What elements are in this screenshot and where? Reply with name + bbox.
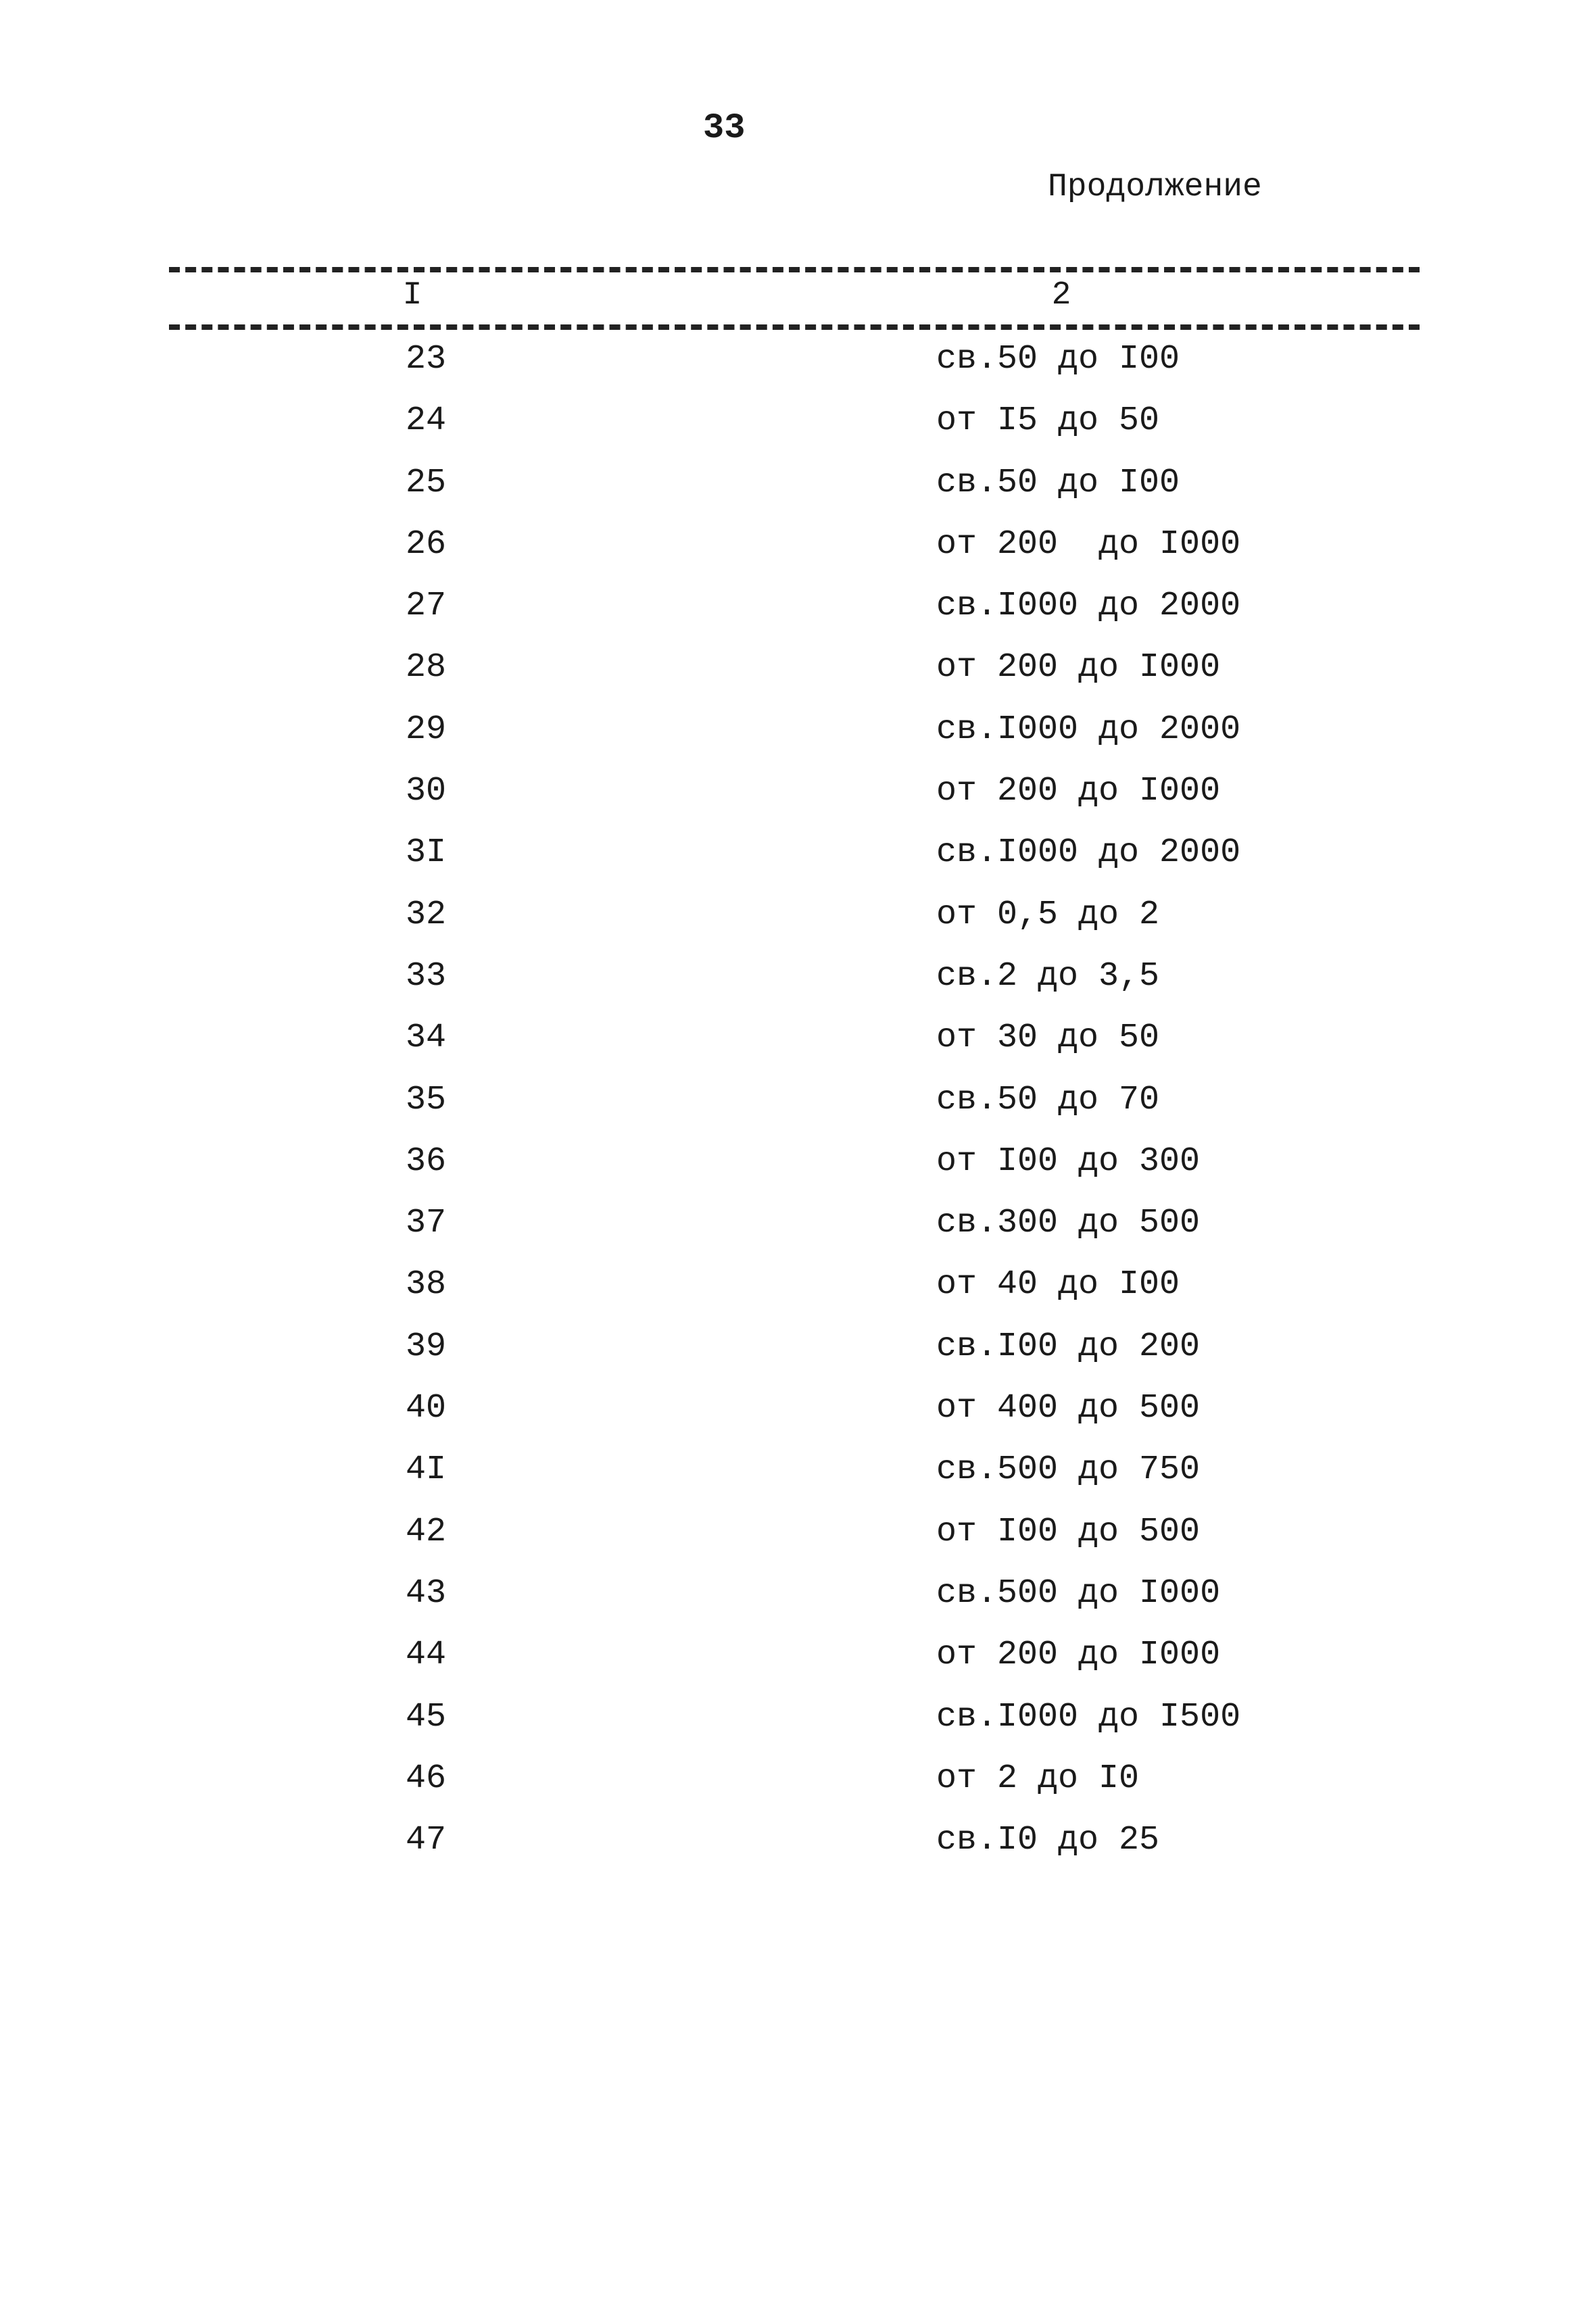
row-number: 34 [405,1019,446,1058]
row-range: от 2 до I0 [936,1759,1140,1798]
row-range: от 0,5 до 2 [936,895,1160,934]
table-row [0,521,1596,583]
row-range: св.300 до 500 [936,1204,1201,1243]
row-number: 4I [405,1451,446,1490]
row-number: 46 [405,1759,446,1798]
row-range: от 200 до I000 [936,772,1221,811]
row-number: 25 [405,463,446,502]
row-range: св.500 до 750 [936,1451,1201,1490]
row-number: 37 [405,1204,446,1243]
row-number: 26 [405,525,446,564]
table-row [0,1509,1596,1570]
row-range: св.50 до 70 [936,1080,1160,1119]
row-number: 32 [405,895,446,934]
row-number: 47 [405,1821,446,1860]
table-row [0,1015,1596,1076]
row-range: от 400 до 500 [936,1389,1201,1428]
row-number: 29 [405,710,446,749]
table-row [0,1755,1596,1817]
row-range: св.I000 до I500 [936,1697,1241,1736]
row-number: 24 [405,401,446,441]
table-row [0,892,1596,953]
table-row [0,1077,1596,1138]
table-header-rule [169,324,1420,330]
table-top-rule [169,267,1420,272]
row-range: от 30 до 50 [936,1019,1160,1058]
row-number: 3I [405,833,446,873]
page-number: 33 [703,108,746,148]
table-row [0,1138,1596,1200]
row-range: св.I000 до 2000 [936,710,1241,749]
row-range: св.50 до I00 [936,463,1180,502]
row-range: св.I000 до 2000 [936,587,1241,626]
table-row [0,336,1596,397]
row-range: св.2 до 3,5 [936,956,1160,996]
row-number: 40 [405,1389,446,1428]
row-number: 44 [405,1636,446,1675]
table-row [0,644,1596,706]
table-row [0,397,1596,459]
column-header-1: I [402,277,422,314]
row-number: 43 [405,1574,446,1613]
row-range: от I00 до 500 [936,1512,1201,1551]
table-row [0,460,1596,521]
row-number: 35 [405,1080,446,1119]
row-range: от 200 до I000 [936,1636,1221,1675]
row-number: 36 [405,1142,446,1181]
table-row [0,1385,1596,1446]
row-range: св.I000 до 2000 [936,833,1241,873]
table-row [0,1261,1596,1323]
row-number: 30 [405,772,446,811]
table-row [0,1446,1596,1508]
row-range: от I00 до 300 [936,1142,1201,1181]
row-number: 42 [405,1512,446,1551]
table-row [0,768,1596,829]
row-range: св.50 до I00 [936,340,1180,379]
table-row [0,583,1596,644]
table-row [0,1200,1596,1261]
row-range: св.I0 до 25 [936,1821,1160,1860]
table-row [0,706,1596,768]
row-range: св.I00 до 200 [936,1327,1201,1366]
row-number: 45 [405,1697,446,1736]
row-range: св.500 до I000 [936,1574,1221,1613]
row-number: 33 [405,956,446,996]
column-header-2: 2 [1051,277,1071,314]
table-row [0,1570,1596,1632]
row-number: 39 [405,1327,446,1366]
table-row [0,829,1596,891]
row-range: от 40 до I00 [936,1265,1180,1305]
continuation-label: Продолжение [1048,169,1262,205]
row-range: от 200 до I000 [936,648,1221,687]
table-row [0,1694,1596,1755]
table-row [0,953,1596,1015]
row-number: 23 [405,340,446,379]
row-number: 38 [405,1265,446,1305]
row-number: 28 [405,648,446,687]
table-row [0,1817,1596,1878]
row-range: от I5 до 50 [936,401,1160,441]
table-row [0,1632,1596,1693]
table-body [0,336,1596,1878]
row-range: от 200 до I000 [936,525,1241,564]
row-number: 27 [405,587,446,626]
table-row [0,1323,1596,1385]
